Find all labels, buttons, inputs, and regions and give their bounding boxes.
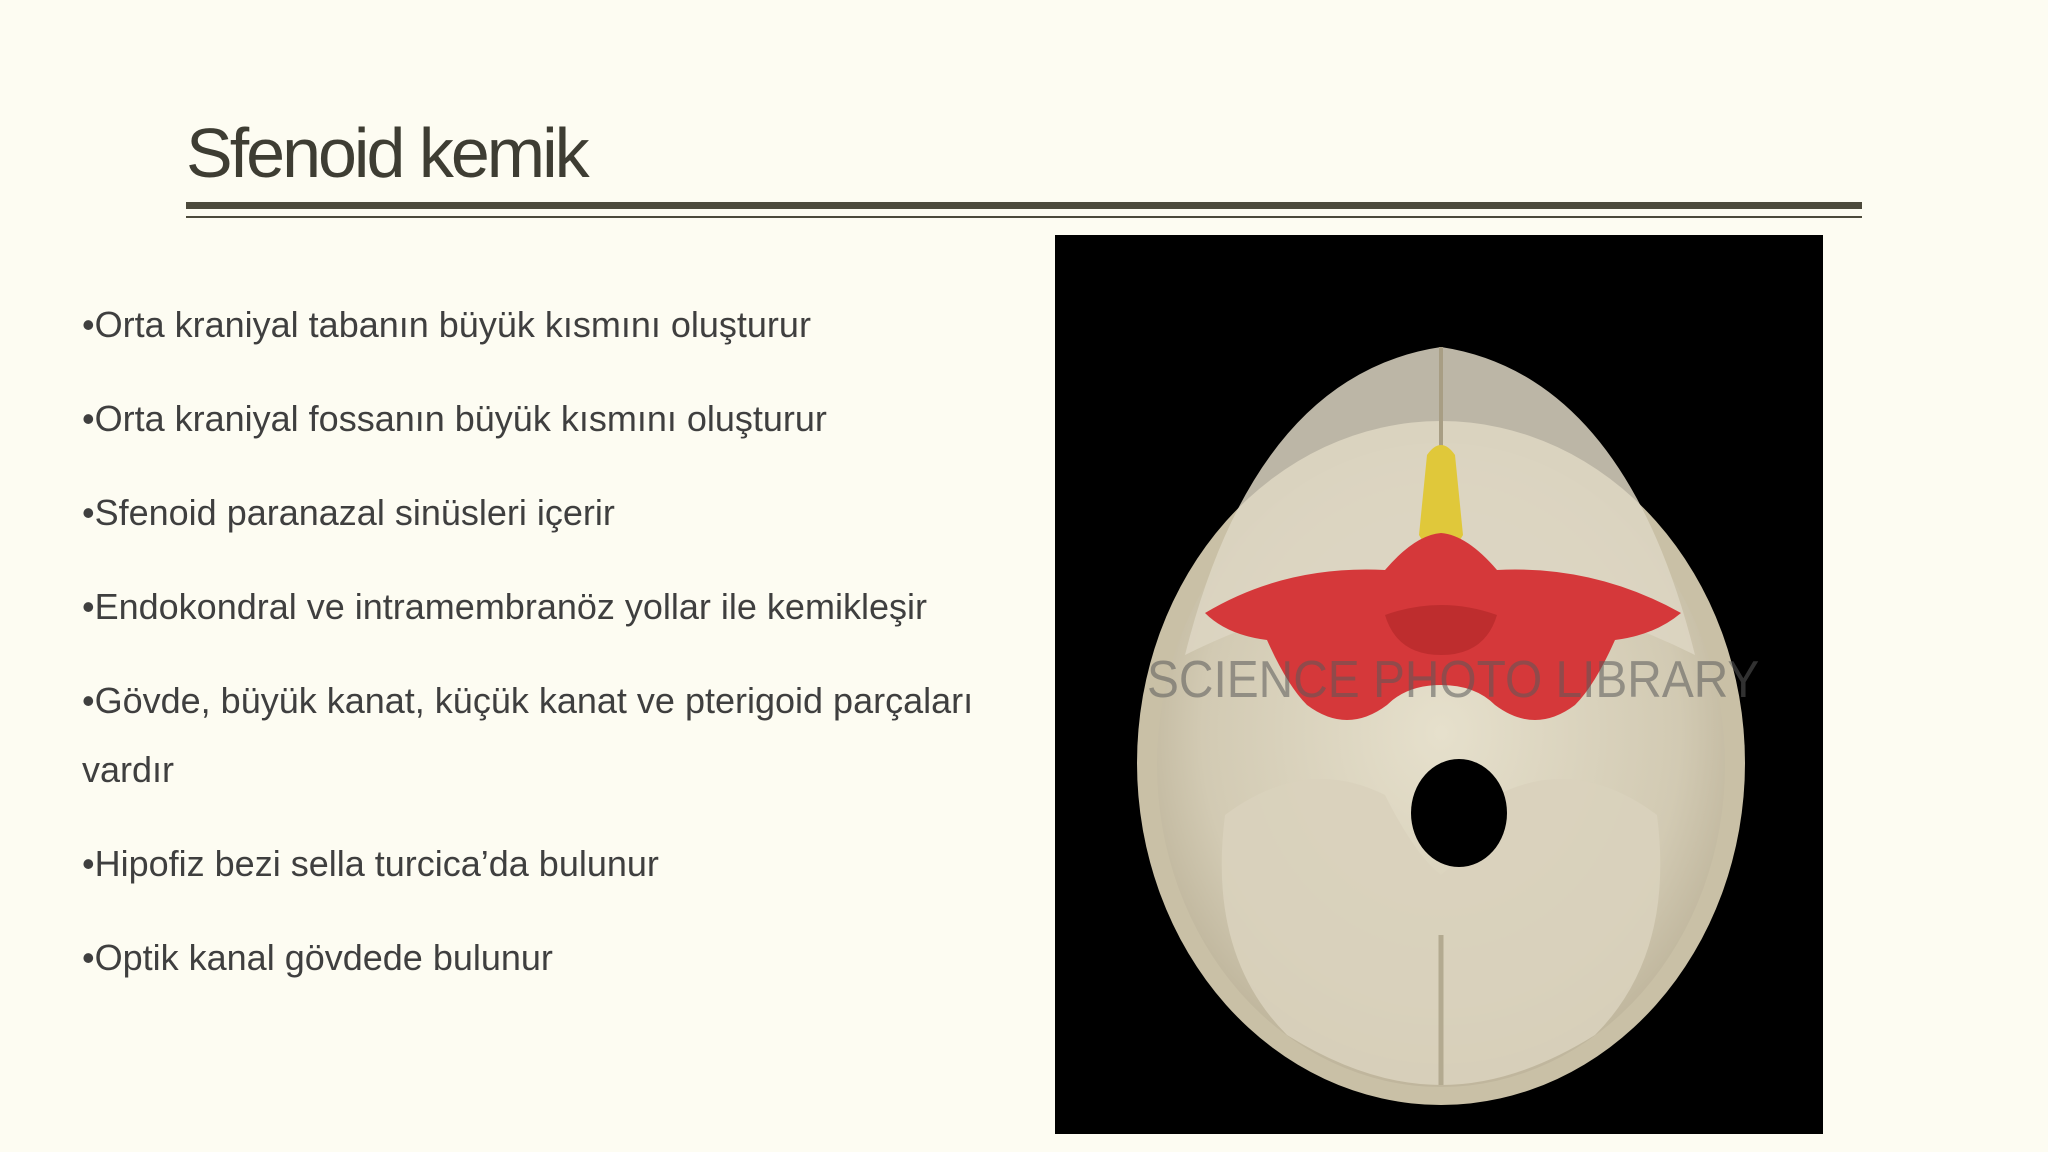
bullet-item: •Hipofiz bezi sella turcica’da bulunur [82,843,659,884]
foramen-magnum [1411,759,1507,867]
slide-title: Sfenoid kemik [186,114,587,192]
bullet-item: •Optik kanal gövdede bulunur [82,937,553,978]
bullet-item: •Endokondral ve intramembranöz yollar ile kemikleşir [82,586,927,627]
bullet-item: •Gövde, büyük kanat, küçük kanat ve pterigoid parçaları vardır [82,680,974,790]
image-watermark: SCIENCE PHOTO LIBRARY [1147,651,1760,709]
bullet-item: •Orta kraniyal tabanın büyük kısmını oluşturur [82,304,811,345]
title-underline-thick [186,202,1862,209]
skull-base-image [1055,235,1823,1134]
bullet-item: •Orta kraniyal fossanın büyük kısmını oluşturur [82,398,827,439]
bullet-item: •Sfenoid paranazal sinüsleri içerir [82,492,615,533]
bullet-list [82,290,982,1017]
title-underline-thin [186,216,1862,218]
